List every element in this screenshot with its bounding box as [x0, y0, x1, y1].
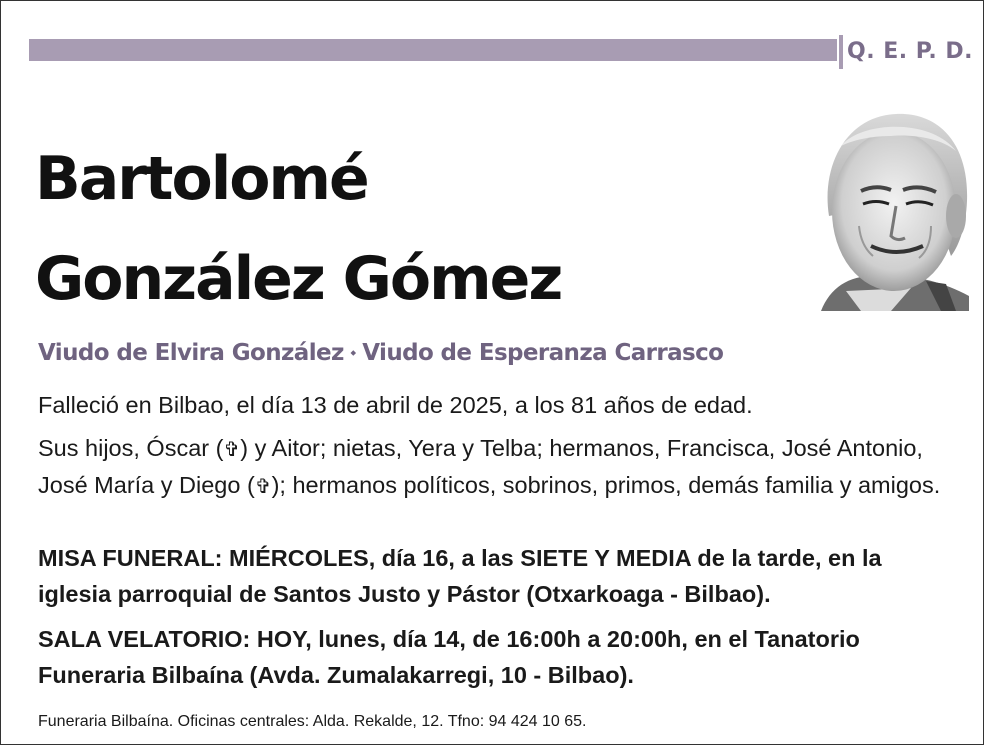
family-text-1: Sus hijos, Óscar ( — [38, 435, 224, 461]
cross-icon: ✞ — [223, 437, 241, 461]
cross-icon: ✞ — [254, 474, 272, 498]
diamond-separator-icon: ⬩ — [350, 345, 356, 361]
qepd-label: Q. E. P. D. — [839, 35, 971, 69]
deceased-name — [35, 129, 561, 329]
header-bar — [29, 39, 837, 61]
name-line-2: González Gómez — [35, 244, 562, 314]
footer: Funeraria Bilbaína. Oficinas centrales: Alda. Rekalde, 12. Tfno: 94 424 10 65. — [38, 713, 587, 730]
portrait-photo — [791, 106, 969, 311]
family-text-3: ); hermanos políticos, sobrinos, primos, demás familia y amigos. — [271, 472, 941, 498]
family-text-2: ) y Aitor; nietas, Yera y Telba; hermanos, Francisca, José Antonio, José María y Diego ( — [38, 435, 923, 498]
widow-part-1: Viudo de Elvira González — [38, 340, 344, 366]
family-paragraph — [38, 430, 958, 504]
funeral-mass: MISA FUNERAL: MIÉRCOLES, día 16, a las SIETE Y MEDIA de la tarde, en la iglesia parroquial de Santos Justo y Pástor (Otxarkoaga - Bilbao). — [38, 545, 882, 607]
death-notice: Falleció en Bilbao, el día 13 de abril de 2025, a los 81 años de edad. — [38, 392, 753, 418]
widow-line — [38, 340, 723, 366]
wake-info: SALA VELATORIO: HOY, lunes, día 14, de 16:00h a 20:00h, en el Tanatorio Funeraria Bilbaína (Avda. Zumalakarregi, 10 - Bilbao). — [38, 626, 860, 688]
name-line-1: Bartolomé — [35, 144, 368, 214]
widow-part-2: Viudo de Esperanza Carrasco — [362, 340, 724, 366]
